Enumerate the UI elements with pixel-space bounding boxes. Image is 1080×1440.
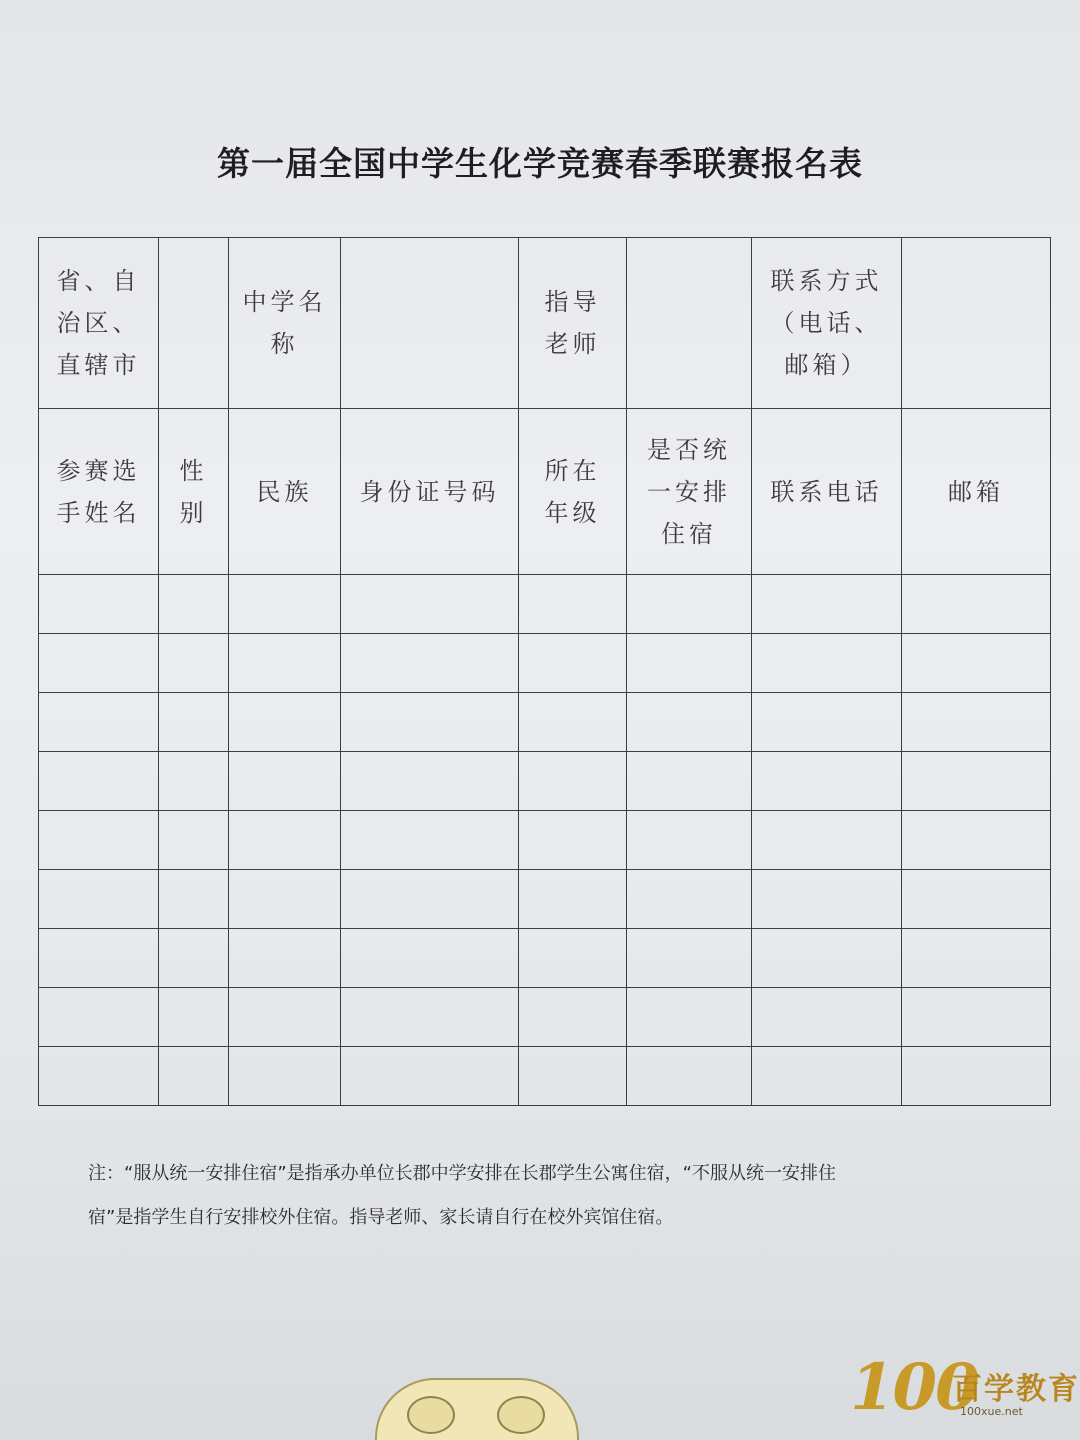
- entry-cell[interactable]: [229, 575, 341, 634]
- entry-cell[interactable]: [229, 693, 341, 752]
- entry-cell[interactable]: [159, 811, 229, 870]
- table-row: [39, 693, 1051, 752]
- entry-cell[interactable]: [341, 752, 519, 811]
- entry-cell[interactable]: [159, 870, 229, 929]
- entry-cell[interactable]: [341, 693, 519, 752]
- table-row: [39, 752, 1051, 811]
- entry-cell[interactable]: [39, 752, 159, 811]
- contact-field[interactable]: [902, 238, 1051, 409]
- form-title: 第一届全国中学生化学竞赛春季联赛报名表: [217, 144, 863, 183]
- entry-cell[interactable]: [519, 693, 627, 752]
- accommodation-label: 是否统 一安排 住宿: [627, 409, 752, 575]
- entry-cell[interactable]: [752, 693, 902, 752]
- table-row: [39, 988, 1051, 1047]
- entry-cell[interactable]: [229, 988, 341, 1047]
- entry-cell[interactable]: [519, 575, 627, 634]
- grade-label: 所在 年级: [519, 409, 627, 575]
- entry-cell[interactable]: [627, 693, 752, 752]
- entry-cell[interactable]: [627, 870, 752, 929]
- entry-cell[interactable]: [229, 811, 341, 870]
- entry-cell[interactable]: [341, 1047, 519, 1106]
- entry-cell[interactable]: [752, 870, 902, 929]
- header-row-2: [39, 409, 1051, 575]
- table-row: [39, 870, 1051, 929]
- entry-cell[interactable]: [341, 575, 519, 634]
- teacher-field[interactable]: [627, 238, 752, 409]
- footnote-line-1: 注：“服从统一安排住宿”是指承办单位长郡中学安排在长郡学生公寓住宿，“不服从统一安排住: [88, 1163, 836, 1184]
- id-number-label: 身份证号码: [341, 409, 519, 575]
- entry-cell[interactable]: [627, 1047, 752, 1106]
- entry-cell[interactable]: [627, 811, 752, 870]
- entry-cell[interactable]: [627, 988, 752, 1047]
- footnote: [88, 1152, 1018, 1240]
- entry-cell[interactable]: [341, 870, 519, 929]
- footnote-line-2: 宿”是指学生自行安排校外住宿。指导老师、家长请自行在校外宾馆住宿。: [88, 1207, 674, 1228]
- entry-cell[interactable]: [519, 988, 627, 1047]
- table-row: [39, 811, 1051, 870]
- entry-cell[interactable]: [752, 634, 902, 693]
- entry-cell[interactable]: [902, 870, 1051, 929]
- table-row: [39, 575, 1051, 634]
- entry-cell[interactable]: [39, 1047, 159, 1106]
- watermark-number: 100: [850, 1350, 978, 1425]
- entry-cell[interactable]: [902, 693, 1051, 752]
- table-row: [39, 1047, 1051, 1106]
- frog-eye-icon: [407, 1396, 455, 1434]
- entry-cell[interactable]: [902, 811, 1051, 870]
- entry-cell[interactable]: [752, 752, 902, 811]
- entry-cell[interactable]: [39, 988, 159, 1047]
- frog-eye-icon: [497, 1396, 545, 1434]
- entry-cell[interactable]: [752, 929, 902, 988]
- entry-cell[interactable]: [752, 1047, 902, 1106]
- phone-label: 联系电话: [752, 409, 902, 575]
- email-label: 邮箱: [902, 409, 1051, 575]
- entry-cell[interactable]: [902, 752, 1051, 811]
- registration-table: [38, 237, 1051, 1106]
- entry-cell[interactable]: [902, 988, 1051, 1047]
- entry-cell[interactable]: [229, 929, 341, 988]
- gender-label: 性 别: [159, 409, 229, 575]
- entry-cell[interactable]: [229, 752, 341, 811]
- entry-cell[interactable]: [341, 988, 519, 1047]
- entry-cell[interactable]: [229, 634, 341, 693]
- school-name-field[interactable]: [341, 238, 519, 409]
- header-row-1: [39, 238, 1051, 409]
- entry-cell[interactable]: [519, 1047, 627, 1106]
- entry-cell[interactable]: [627, 752, 752, 811]
- entry-cell[interactable]: [341, 929, 519, 988]
- watermark-logo: [840, 1350, 1080, 1440]
- entry-cell[interactable]: [752, 988, 902, 1047]
- entry-cell[interactable]: [902, 575, 1051, 634]
- entry-cell[interactable]: [159, 575, 229, 634]
- watermark-url: 100xue.net: [960, 1405, 1023, 1418]
- entry-cell[interactable]: [159, 1047, 229, 1106]
- entry-cell[interactable]: [341, 634, 519, 693]
- watermark-text: 百学教育: [952, 1372, 1080, 1407]
- entry-cell[interactable]: [39, 575, 159, 634]
- entry-cell[interactable]: [519, 634, 627, 693]
- entry-cell[interactable]: [159, 693, 229, 752]
- entry-cell[interactable]: [159, 929, 229, 988]
- province-field[interactable]: [159, 238, 229, 409]
- province-label: 省、自 治区、 直辖市: [39, 238, 159, 409]
- frog-clip: [375, 1378, 579, 1440]
- ethnicity-label: 民族: [229, 409, 341, 575]
- entry-cell[interactable]: [229, 870, 341, 929]
- entry-cell[interactable]: [752, 575, 902, 634]
- entry-cell[interactable]: [627, 929, 752, 988]
- entry-rows: [39, 575, 1051, 1106]
- entry-cell[interactable]: [519, 752, 627, 811]
- entry-cell[interactable]: [519, 870, 627, 929]
- entry-cell[interactable]: [39, 693, 159, 752]
- entry-cell[interactable]: [159, 634, 229, 693]
- entry-cell[interactable]: [341, 811, 519, 870]
- table-row: [39, 929, 1051, 988]
- entry-cell[interactable]: [902, 1047, 1051, 1106]
- entry-cell[interactable]: [229, 1047, 341, 1106]
- entry-cell[interactable]: [627, 634, 752, 693]
- school-name-label: 中学名 称: [229, 238, 341, 409]
- name-label: 参赛选 手姓名: [39, 409, 159, 575]
- entry-cell[interactable]: [159, 752, 229, 811]
- entry-cell[interactable]: [159, 988, 229, 1047]
- entry-cell[interactable]: [519, 929, 627, 988]
- entry-cell[interactable]: [627, 575, 752, 634]
- entry-cell[interactable]: [519, 811, 627, 870]
- entry-cell[interactable]: [902, 929, 1051, 988]
- entry-cell[interactable]: [39, 811, 159, 870]
- teacher-label: 指导 老师: [519, 238, 627, 409]
- entry-cell[interactable]: [902, 634, 1051, 693]
- contact-label: 联系方式 （电话、 邮箱）: [752, 238, 902, 409]
- entry-cell[interactable]: [39, 634, 159, 693]
- entry-cell[interactable]: [39, 870, 159, 929]
- table-row: [39, 634, 1051, 693]
- entry-cell[interactable]: [39, 929, 159, 988]
- entry-cell[interactable]: [752, 811, 902, 870]
